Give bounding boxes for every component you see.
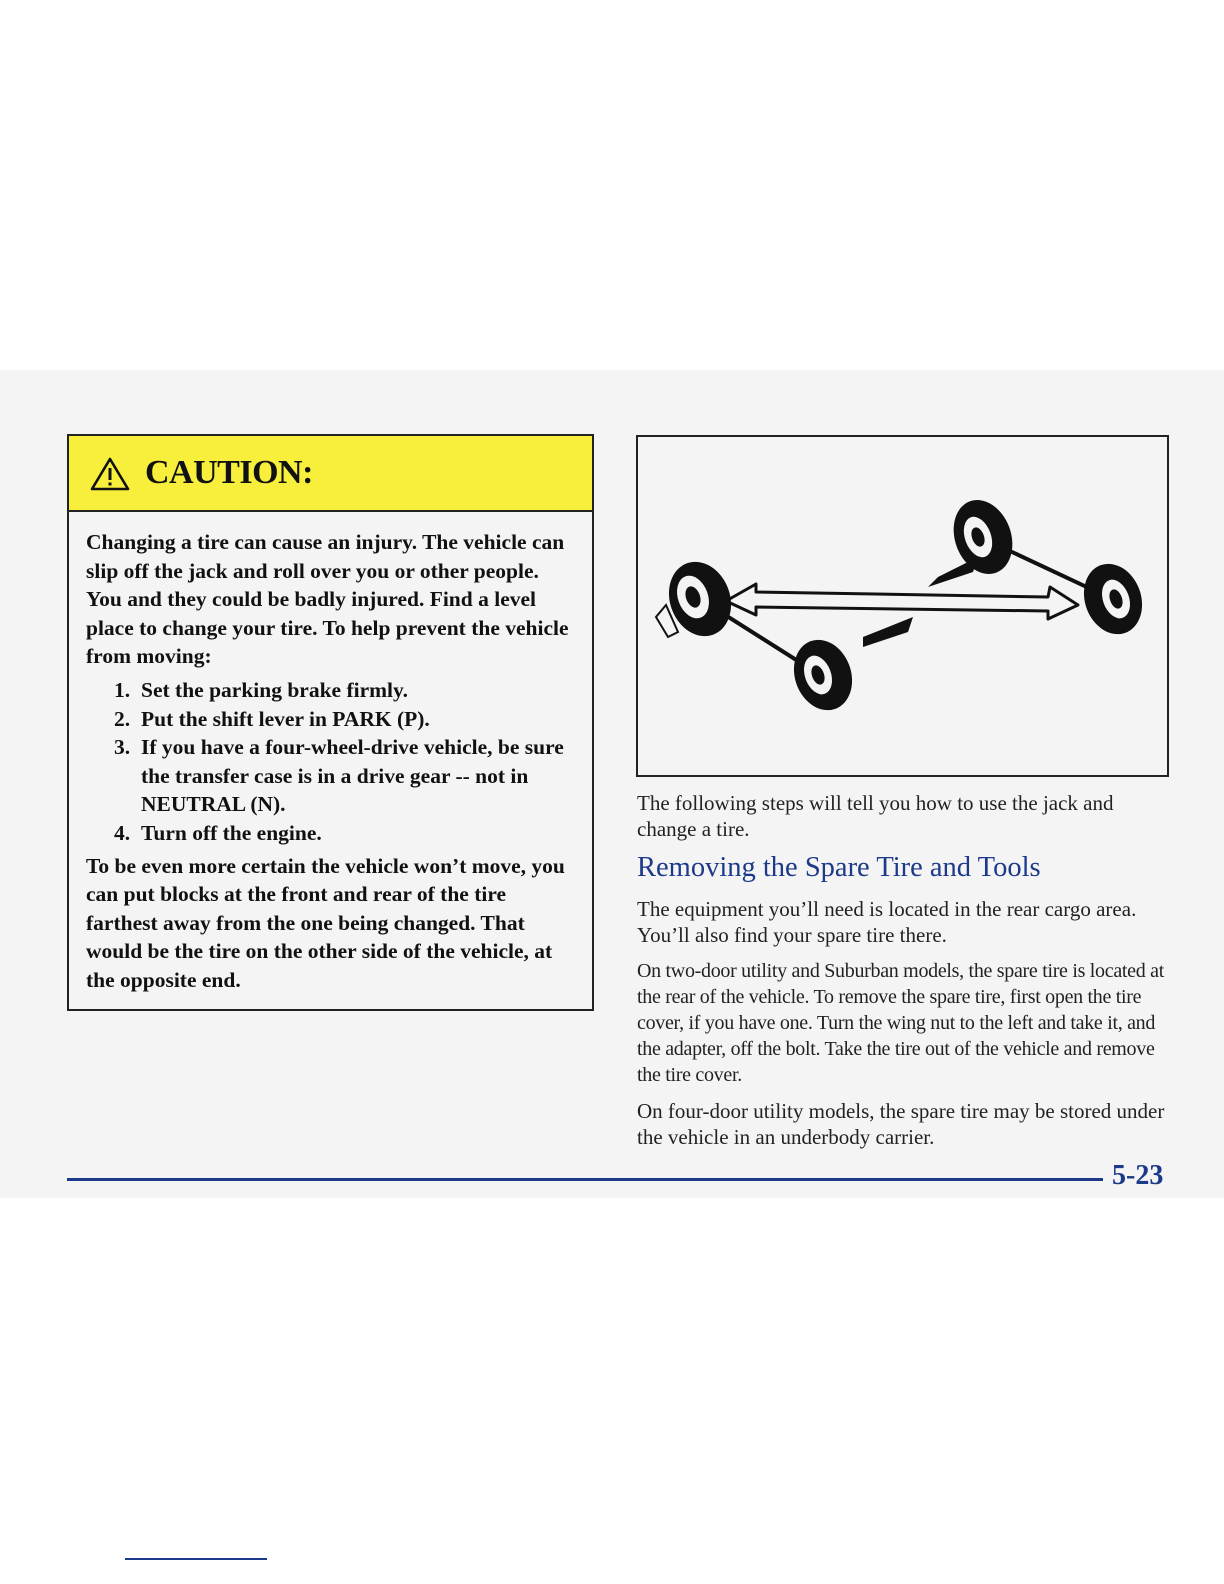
tire-icon bbox=[656, 553, 741, 645]
right-column-text bbox=[637, 790, 1172, 1160]
footer-rule bbox=[67, 1178, 1103, 1181]
list-item bbox=[86, 819, 576, 848]
caution-steps bbox=[86, 676, 576, 848]
wheel-block-icon bbox=[863, 617, 913, 647]
paragraph: The equipment you’ll need is located in the rear cargo area. You’ll also find your spare tire there. bbox=[637, 897, 1137, 947]
bottom-rule bbox=[125, 1558, 267, 1560]
step-number: 3. bbox=[114, 735, 131, 760]
caution-intro: Changing a tire can cause an injury. The vehicle can slip off the jack and roll over you or other people. You and they could be badly injured. Find a level place to change your tire. To help prevent the vehicle from moving: bbox=[86, 530, 569, 669]
list-item bbox=[86, 676, 576, 705]
caution-title: CAUTION: bbox=[145, 454, 313, 491]
step-text: Set the parking brake firmly. bbox=[141, 677, 408, 702]
page-number: 5-23 bbox=[1112, 1160, 1164, 1191]
step-text: Turn off the engine. bbox=[141, 820, 322, 845]
list-item bbox=[86, 733, 576, 819]
step-text: If you have a four-wheel-drive vehicle, be sure the transfer case is in a drive gear -- not in NEUTRAL (N). bbox=[141, 735, 564, 817]
tire-icon bbox=[784, 632, 861, 719]
step-text: Put the shift lever in PARK (P). bbox=[141, 706, 430, 731]
paragraph: On four-door utility models, the spare tire may be stored under the vehicle in an underbody carrier. bbox=[637, 1099, 1165, 1149]
intro-paragraph: The following steps will tell you how to use the jack and change a tire. bbox=[637, 791, 1114, 841]
arrow-icon bbox=[726, 584, 1078, 619]
caution-box bbox=[67, 434, 594, 1011]
paragraph: On two-door utility and Suburban models, the spare tire is located at the rear of the vehicle. To remove the spare tire, first open the tire cover, if you have one. Turn the wing nut to the left and take it, and the adapter, off the bolt. Take the tire out of the vehicle and remove the tire cover. bbox=[637, 960, 1164, 1086]
step-number: 2. bbox=[114, 706, 131, 731]
caution-closing: To be even more certain the vehicle won’t move, you can put blocks at the front and rear of the tire farthest away from the one being changed. That would be the tire on the other side of the vehicle, at the opposite end. bbox=[86, 853, 565, 992]
list-item bbox=[86, 705, 576, 734]
tire-diagram-figure bbox=[636, 435, 1169, 777]
step-number: 4. bbox=[114, 820, 131, 845]
tire-icon bbox=[1074, 556, 1151, 643]
caution-header bbox=[69, 436, 592, 512]
tire-blocks-illustration bbox=[638, 437, 1167, 775]
warning-triangle-icon bbox=[89, 456, 131, 492]
caution-body bbox=[69, 512, 592, 995]
step-number: 1. bbox=[114, 677, 131, 702]
section-heading: Removing the Spare Tire and Tools bbox=[637, 852, 1041, 883]
